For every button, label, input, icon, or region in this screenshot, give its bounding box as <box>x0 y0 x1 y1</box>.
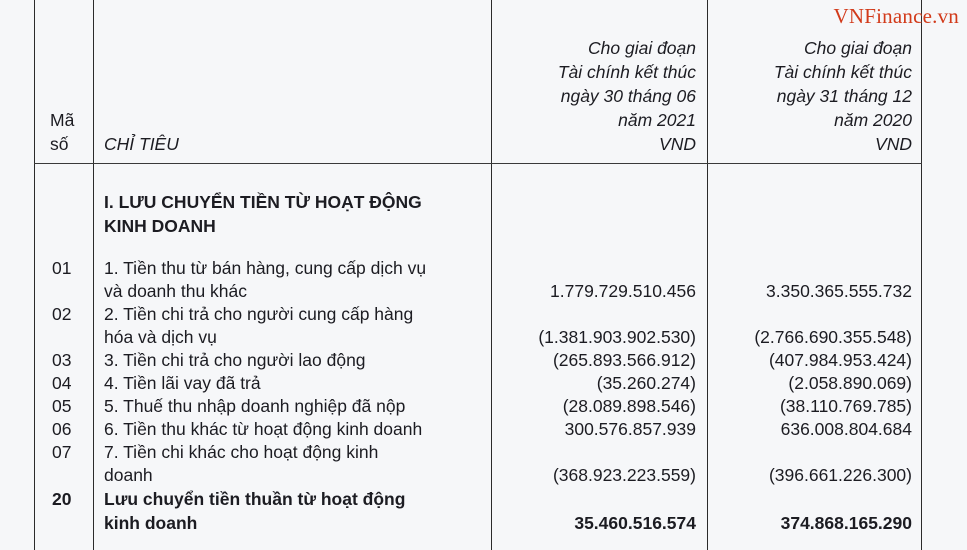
row-code: 05 <box>52 396 72 416</box>
period-2021-header-currency: VND <box>659 134 696 154</box>
total-value-2020: 374.868.165.290 <box>780 513 912 533</box>
code-column-header-line1: Mã <box>50 110 75 130</box>
total-code: 20 <box>52 489 72 509</box>
period-2021-header-line4: năm 2021 <box>618 110 696 130</box>
row-label-line2: hóa và dịch vụ <box>104 327 217 347</box>
row-code: 02 <box>52 304 72 324</box>
table-border-right <box>921 0 922 550</box>
row-code: 03 <box>52 350 72 370</box>
row-label-line1: 2. Tiền chi trả cho người cung cấp hàng <box>104 304 414 324</box>
row-label-line1: 3. Tiền chi trả cho người lao động <box>104 350 366 370</box>
row-value-2020: 636.008.804.684 <box>780 419 912 439</box>
total-label-line1: Lưu chuyển tiền thuần từ hoạt động <box>104 489 406 509</box>
row-value-2021: 1.779.729.510.456 <box>550 281 696 301</box>
period-2020-header-line3: ngày 31 tháng 12 <box>776 86 912 106</box>
row-value-2020: (396.661.226.300) <box>768 465 912 485</box>
section-title-line1: I. LƯU CHUYỂN TIỀN TỪ HOẠT ĐỘNG <box>104 192 422 212</box>
watermark-logo: VNFinance.vn <box>833 4 959 28</box>
row-value-2021: (28.089.898.546) <box>562 396 696 416</box>
period-2021-header-line3: ngày 30 tháng 06 <box>560 86 696 106</box>
column-divider-code <box>93 0 94 550</box>
row-value-2020: (2.058.890.069) <box>788 373 912 393</box>
column-divider-indicator <box>491 0 492 550</box>
table-border-left <box>34 0 35 550</box>
period-2021-header-line1: Cho giai đoạn <box>588 38 696 58</box>
header-bottom-rule <box>34 163 922 164</box>
row-value-2021: 300.576.857.939 <box>564 419 696 439</box>
row-value-2020: (38.110.769.785) <box>779 396 912 416</box>
row-label-line1: 1. Tiền thu từ bán hàng, cung cấp dịch vụ <box>104 258 427 278</box>
section-title-line2: KINH DOANH <box>104 216 216 236</box>
row-value-2021: (265.893.566.912) <box>552 350 696 370</box>
row-code: 07 <box>52 442 72 462</box>
row-label-line1: 5. Thuế thu nhập doanh nghiệp đã nộp <box>104 396 406 416</box>
period-2021-header-line2: Tài chính kết thúc <box>557 62 696 82</box>
period-2020-header-line1: Cho giai đoạn <box>804 38 912 58</box>
row-value-2021: (368.923.223.559) <box>552 465 696 485</box>
row-value-2020: (407.984.953.424) <box>768 350 912 370</box>
row-code: 01 <box>52 258 72 278</box>
period-2020-header-currency: VND <box>875 134 912 154</box>
total-label-line2: kinh doanh <box>104 513 198 533</box>
period-2020-header-line2: Tài chính kết thúc <box>773 62 912 82</box>
total-value-2021: 35.460.516.574 <box>574 513 696 533</box>
row-value-2021: (35.260.274) <box>596 373 696 393</box>
indicator-column-header: CHỈ TIÊU <box>104 134 179 154</box>
column-divider-period <box>707 0 708 550</box>
row-code: 04 <box>52 373 72 393</box>
row-value-2021: (1.381.903.902.530) <box>538 327 696 347</box>
row-label-line2: doanh <box>104 465 153 485</box>
code-column-header-line2: số <box>50 134 69 154</box>
period-2020-header-line4: năm 2020 <box>834 110 912 130</box>
row-label-line2: và doanh thu khác <box>104 281 248 301</box>
row-code: 06 <box>52 419 72 439</box>
row-label-line1: 7. Tiền chi khác cho hoạt động kinh <box>104 442 379 462</box>
row-label-line1: 4. Tiền lãi vay đã trả <box>104 373 261 393</box>
row-label-line1: 6. Tiền thu khác từ hoạt động kinh doanh <box>104 419 423 439</box>
row-value-2020: (2.766.690.355.548) <box>754 327 912 347</box>
row-value-2020: 3.350.365.555.732 <box>766 281 912 301</box>
